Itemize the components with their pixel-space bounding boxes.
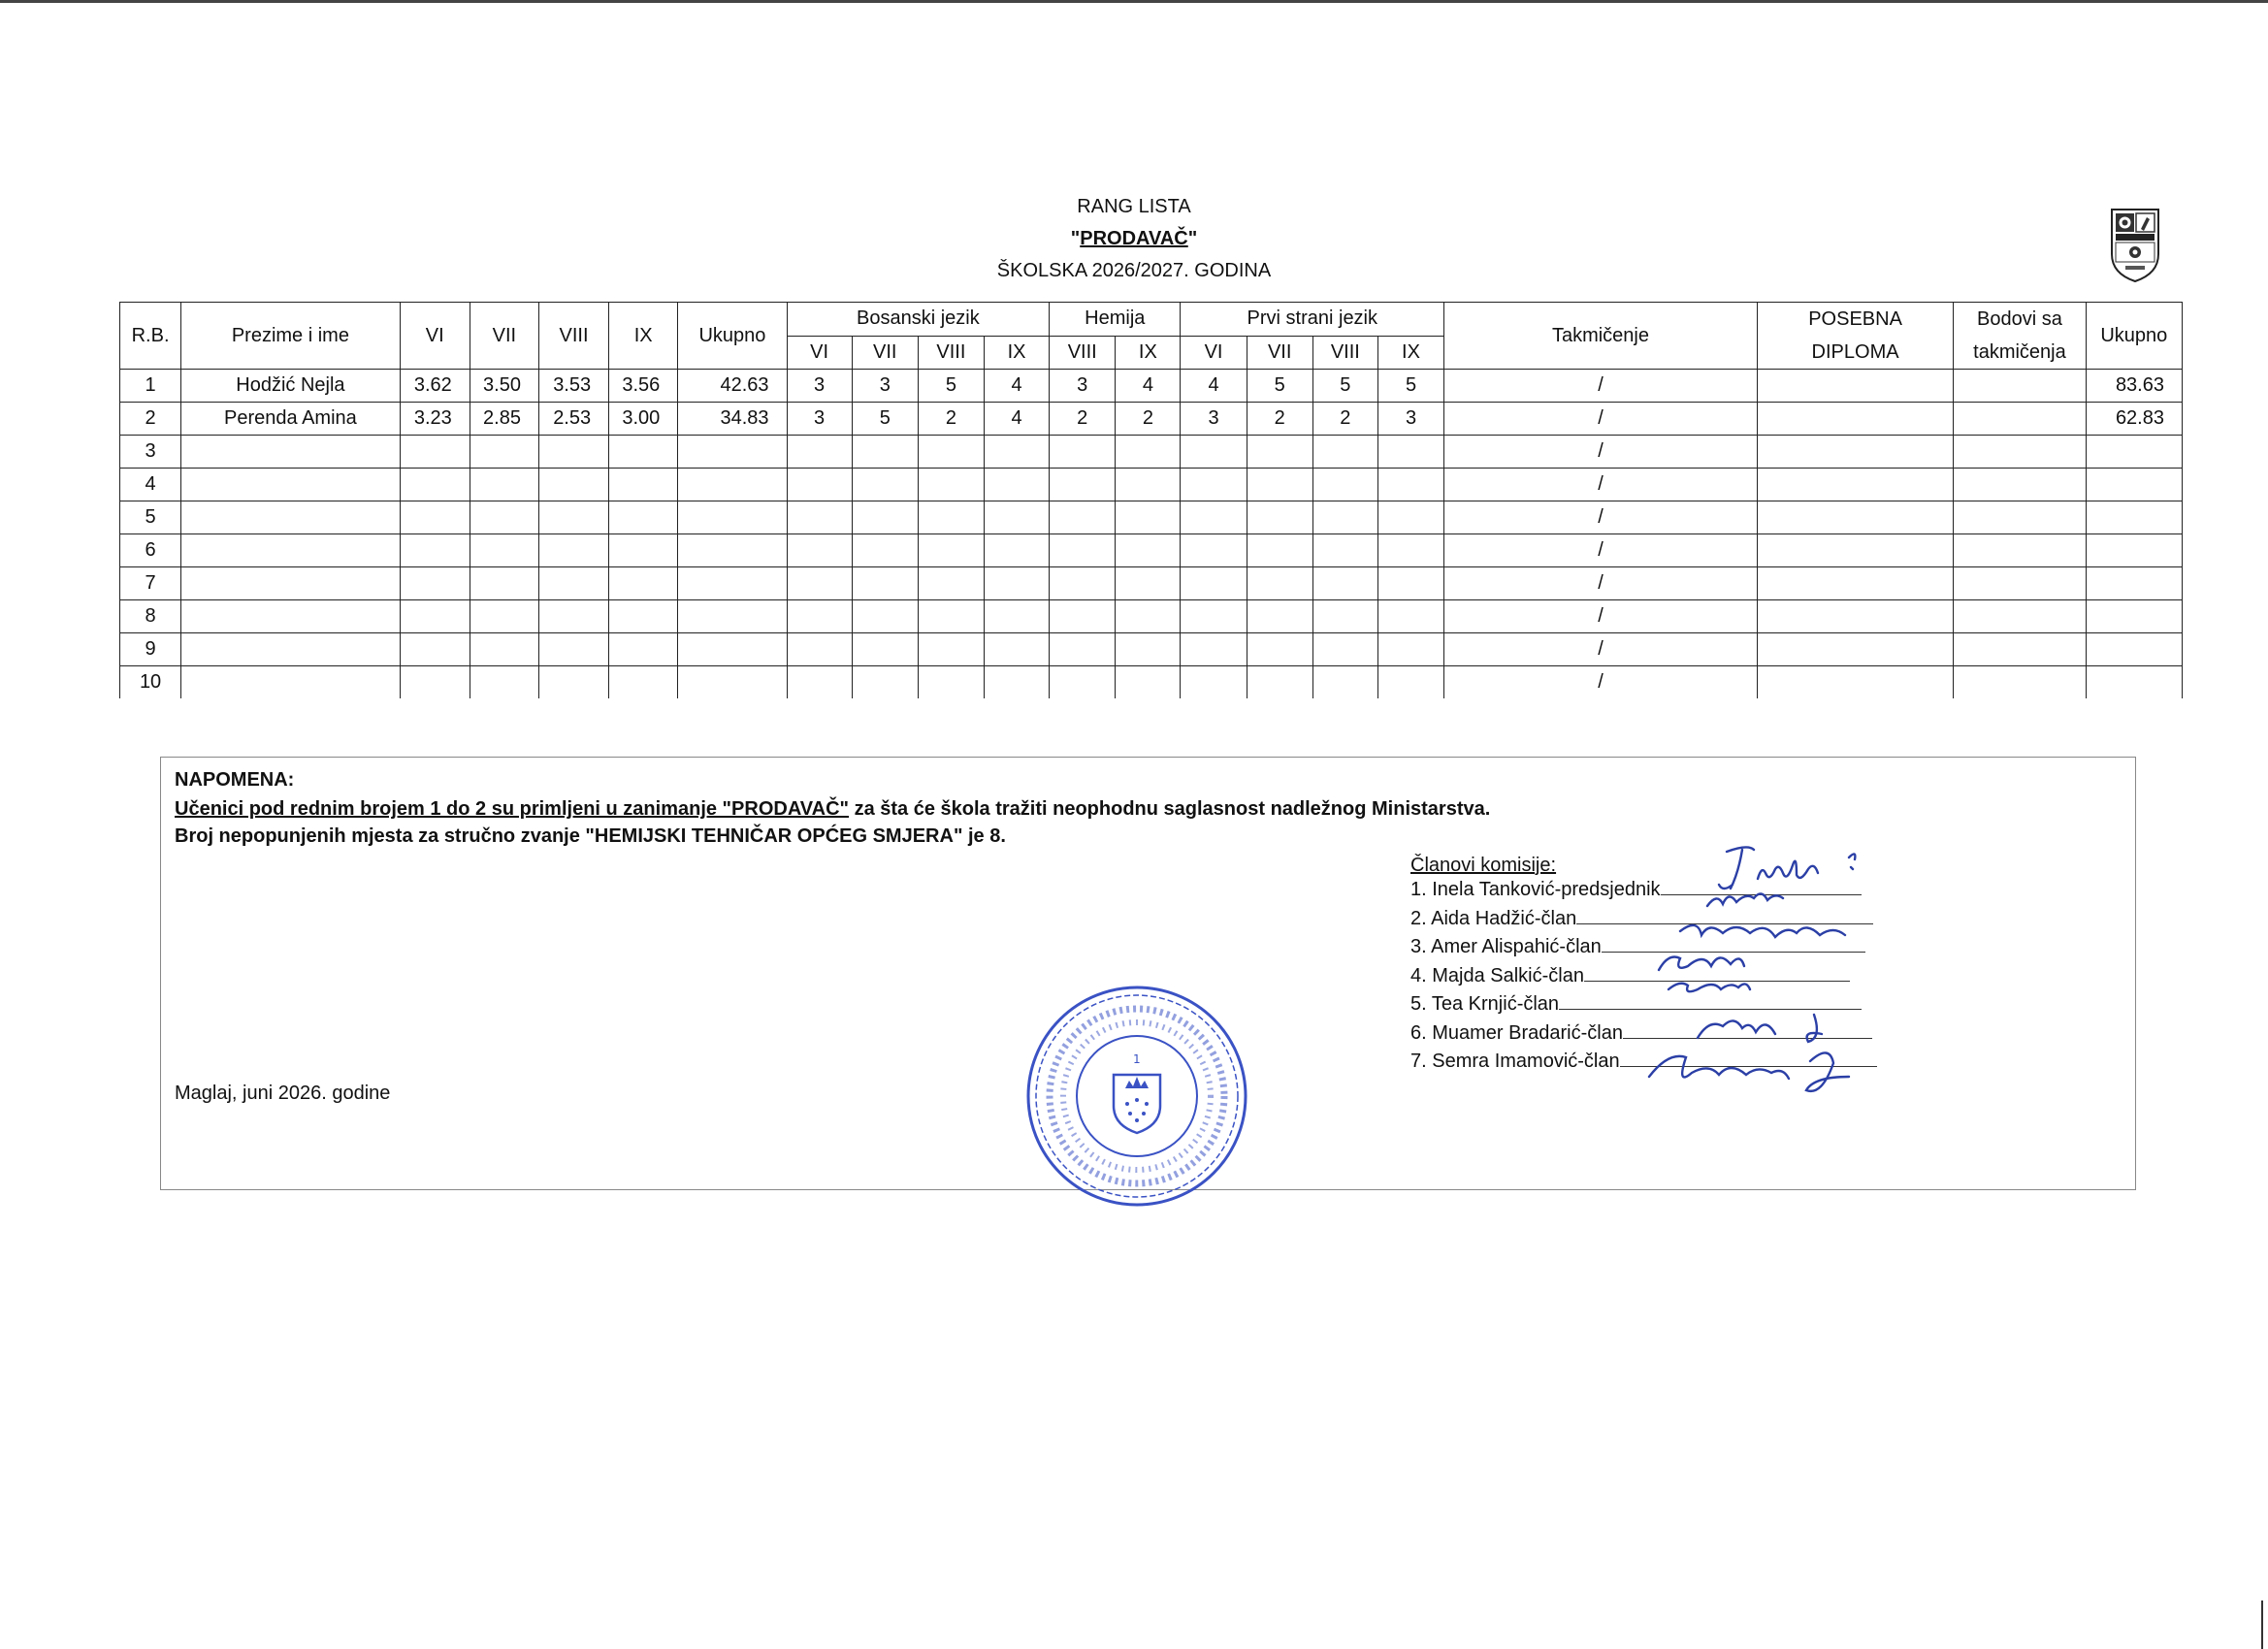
strani-vi-cell — [1181, 534, 1247, 567]
avg-grade-viii-cell: 3.53 — [538, 370, 608, 403]
competition-points-cell — [1954, 600, 2086, 633]
bosanski-vii-cell — [852, 436, 918, 469]
committee-signatures-icon — [1630, 844, 1940, 1116]
strani-vi-cell — [1181, 666, 1247, 699]
header-strani: Prvi strani jezik — [1181, 303, 1444, 337]
strani-vi-cell — [1181, 567, 1247, 600]
strani-vii-cell — [1247, 600, 1312, 633]
strani-ix-cell: 5 — [1377, 370, 1443, 403]
header-bosanski: Bosanski jezik — [787, 303, 1050, 337]
ranking-table — [119, 302, 2183, 698]
strani-ix-cell — [1377, 436, 1443, 469]
avg-total-cell — [678, 469, 787, 501]
avg-total-cell — [678, 501, 787, 534]
competition-points-cell — [1954, 567, 2086, 600]
header-bodovi: Bodovi sa takmičenja — [1954, 303, 2086, 370]
avg-grade-vii-cell — [470, 600, 538, 633]
avg-grade-vi-cell — [400, 633, 470, 666]
header-psj-vii: VII — [1247, 336, 1312, 370]
avg-grade-vi-cell — [400, 666, 470, 699]
bosanski-viii-cell — [918, 534, 984, 567]
official-stamp-icon — [1021, 980, 1253, 1212]
hemija-ix-cell — [1116, 600, 1181, 633]
top-border-line — [0, 0, 2268, 3]
bosanski-vi-cell — [787, 469, 852, 501]
avg-total-cell — [678, 666, 787, 699]
strani-viii-cell — [1312, 469, 1377, 501]
header-bj-vi: VI — [787, 336, 852, 370]
header-rb: R.B. — [120, 303, 181, 370]
bosanski-ix-cell — [984, 534, 1049, 567]
bosanski-vii-cell — [852, 567, 918, 600]
doc-title: RANG LISTA — [1077, 196, 1191, 217]
bosanski-viii-cell: 5 — [918, 370, 984, 403]
committee-member: 6. Muamer Bradarić-član — [1410, 1022, 1877, 1051]
strani-ix-cell — [1377, 501, 1443, 534]
bosanski-ix-cell — [984, 469, 1049, 501]
bosanski-ix-cell — [984, 436, 1049, 469]
hemija-ix-cell — [1116, 501, 1181, 534]
grand-total-cell: 62.83 — [2086, 403, 2182, 436]
bosanski-ix-cell — [984, 633, 1049, 666]
avg-total-cell: 34.83 — [678, 403, 787, 436]
bosanski-vi-cell — [787, 600, 852, 633]
hemija-ix-cell — [1116, 469, 1181, 501]
special-diploma-cell — [1757, 469, 1953, 501]
avg-grade-vi-cell — [400, 469, 470, 501]
avg-grade-ix-cell: 3.56 — [609, 370, 678, 403]
hemija-viii-cell — [1050, 567, 1116, 600]
avg-grade-viii-cell — [538, 567, 608, 600]
avg-grade-vii-cell — [470, 633, 538, 666]
student-name-cell — [181, 567, 401, 600]
strani-ix-cell — [1377, 469, 1443, 501]
bosanski-vii-cell — [852, 501, 918, 534]
bosanski-vii-cell: 3 — [852, 370, 918, 403]
grand-total-cell — [2086, 567, 2182, 600]
avg-grade-viii-cell — [538, 469, 608, 501]
special-diploma-cell — [1757, 633, 1953, 666]
student-name-cell: Perenda Amina — [181, 403, 401, 436]
bosanski-vi-cell — [787, 666, 852, 699]
strani-viii-cell: 5 — [1312, 370, 1377, 403]
header-hem-viii: VIII — [1050, 336, 1116, 370]
table-row — [120, 600, 2183, 633]
bosanski-vi-cell — [787, 567, 852, 600]
bosanski-vii-cell — [852, 633, 918, 666]
hemija-viii-cell — [1050, 666, 1116, 699]
strani-vii-cell — [1247, 436, 1312, 469]
competition-cell: / — [1444, 534, 1758, 567]
table-row — [120, 469, 2183, 501]
avg-grade-viii-cell — [538, 501, 608, 534]
bosanski-vi-cell — [787, 633, 852, 666]
row-number-cell: 1 — [120, 370, 181, 403]
strani-viii-cell — [1312, 534, 1377, 567]
avg-grade-vi-cell — [400, 501, 470, 534]
avg-grade-vi-cell: 3.62 — [400, 370, 470, 403]
strani-ix-cell: 3 — [1377, 403, 1443, 436]
bosanski-vii-cell — [852, 600, 918, 633]
hemija-viii-cell — [1050, 469, 1116, 501]
strani-ix-cell — [1377, 633, 1443, 666]
competition-cell: / — [1444, 469, 1758, 501]
table-row — [120, 501, 2183, 534]
bosanski-vii-cell — [852, 534, 918, 567]
note-vacancies-text: Broj nepopunjenih mjesta za stručno zvanje "HEMIJSKI TEHNIČAR OPĆEG SMJERA" je 8. — [175, 825, 1006, 847]
hemija-viii-cell — [1050, 534, 1116, 567]
school-logo-icon — [2108, 206, 2162, 285]
bosanski-viii-cell — [918, 436, 984, 469]
bosanski-ix-cell — [984, 567, 1049, 600]
committee-member: 7. Semra Imamović-član — [1410, 1051, 1877, 1080]
strani-vii-cell — [1247, 469, 1312, 501]
strani-viii-cell — [1312, 436, 1377, 469]
bosanski-viii-cell — [918, 567, 984, 600]
table-header-row — [120, 303, 2183, 337]
doc-school-year: ŠKOLSKA 2026/2027. GODINA — [996, 260, 1272, 281]
bosanski-viii-cell — [918, 600, 984, 633]
competition-cell: / — [1444, 436, 1758, 469]
strani-vi-cell: 3 — [1181, 403, 1247, 436]
row-number-cell: 8 — [120, 600, 181, 633]
student-name-cell — [181, 501, 401, 534]
strani-viii-cell — [1312, 501, 1377, 534]
grand-total-cell — [2086, 600, 2182, 633]
hemija-ix-cell — [1116, 633, 1181, 666]
strani-viii-cell: 2 — [1312, 403, 1377, 436]
avg-total-cell — [678, 436, 787, 469]
avg-grade-viii-cell — [538, 534, 608, 567]
strani-vii-cell — [1247, 567, 1312, 600]
bosanski-ix-cell — [984, 501, 1049, 534]
student-name-cell — [181, 666, 401, 699]
grand-total-cell: 83.63 — [2086, 370, 2182, 403]
row-number-cell: 7 — [120, 567, 181, 600]
bosanski-vi-cell — [787, 436, 852, 469]
strani-viii-cell — [1312, 666, 1377, 699]
avg-grade-viii-cell — [538, 633, 608, 666]
competition-cell: / — [1444, 666, 1758, 699]
avg-grade-ix-cell: 3.00 — [609, 403, 678, 436]
avg-grade-vi-cell — [400, 567, 470, 600]
avg-total-cell: 42.63 — [678, 370, 787, 403]
avg-grade-vii-cell — [470, 666, 538, 699]
page-edge-line — [2261, 1600, 2263, 1649]
competition-cell: / — [1444, 370, 1758, 403]
committee-member: 3. Amer Alispahić-član — [1410, 936, 1877, 965]
student-name-cell — [181, 469, 401, 501]
committee-member: 5. Tea Krnjić-član — [1410, 993, 1877, 1022]
strani-vii-cell: 2 — [1247, 403, 1312, 436]
committee-member: 1. Inela Tanković-predsjednik — [1410, 879, 1877, 908]
bosanski-viii-cell — [918, 633, 984, 666]
special-diploma-cell — [1757, 666, 1953, 699]
special-diploma-cell — [1757, 436, 1953, 469]
strani-vii-cell — [1247, 633, 1312, 666]
competition-points-cell — [1954, 469, 2086, 501]
strani-vii-cell: 5 — [1247, 370, 1312, 403]
competition-cell: / — [1444, 403, 1758, 436]
bosanski-viii-cell — [918, 666, 984, 699]
hemija-viii-cell — [1050, 436, 1116, 469]
avg-grade-ix-cell — [609, 666, 678, 699]
avg-grade-vii-cell: 3.50 — [470, 370, 538, 403]
hemija-ix-cell — [1116, 666, 1181, 699]
competition-points-cell — [1954, 666, 2086, 699]
strani-viii-cell — [1312, 567, 1377, 600]
row-number-cell: 10 — [120, 666, 181, 699]
bosanski-vii-cell — [852, 469, 918, 501]
competition-points-cell — [1954, 534, 2086, 567]
header-psj-vi: VI — [1181, 336, 1247, 370]
avg-grade-vii-cell — [470, 469, 538, 501]
header-grade-vi: VI — [400, 303, 470, 370]
header-grade-viii: VIII — [538, 303, 608, 370]
strani-viii-cell — [1312, 600, 1377, 633]
avg-grade-ix-cell — [609, 436, 678, 469]
strani-ix-cell — [1377, 666, 1443, 699]
competition-cell: / — [1444, 600, 1758, 633]
strani-vi-cell: 4 — [1181, 370, 1247, 403]
table-row — [120, 666, 2183, 699]
special-diploma-cell — [1757, 567, 1953, 600]
avg-grade-ix-cell — [609, 633, 678, 666]
doc-profession: "PRODAVAČ" — [1070, 228, 1198, 249]
table-row — [120, 436, 2183, 469]
student-name-cell — [181, 436, 401, 469]
avg-grade-viii-cell: 2.53 — [538, 403, 608, 436]
hemija-viii-cell — [1050, 600, 1116, 633]
avg-grade-vii-cell: 2.85 — [470, 403, 538, 436]
strani-vi-cell — [1181, 436, 1247, 469]
student-name-cell — [181, 600, 401, 633]
svg-text:1: 1 — [1133, 1052, 1141, 1066]
hemija-ix-cell: 4 — [1116, 370, 1181, 403]
avg-grade-vii-cell — [470, 567, 538, 600]
avg-grade-vi-cell — [400, 600, 470, 633]
strani-vii-cell — [1247, 666, 1312, 699]
header-posebna-diploma: POSEBNA DIPLOMA — [1757, 303, 1953, 370]
bosanski-viii-cell: 2 — [918, 403, 984, 436]
header-bj-viii: VIII — [918, 336, 984, 370]
bosanski-viii-cell — [918, 469, 984, 501]
strani-viii-cell — [1312, 633, 1377, 666]
strani-vi-cell — [1181, 600, 1247, 633]
row-number-cell: 4 — [120, 469, 181, 501]
header-takmicenje: Takmičenje — [1444, 303, 1758, 370]
avg-grade-viii-cell — [538, 436, 608, 469]
student-name-cell — [181, 534, 401, 567]
avg-grade-viii-cell — [538, 666, 608, 699]
avg-grade-vii-cell — [470, 534, 538, 567]
header-bj-ix: IX — [984, 336, 1049, 370]
avg-grade-vi-cell — [400, 534, 470, 567]
grand-total-cell — [2086, 436, 2182, 469]
table-row — [120, 633, 2183, 666]
avg-total-cell — [678, 600, 787, 633]
avg-grade-ix-cell — [609, 534, 678, 567]
hemija-viii-cell: 2 — [1050, 403, 1116, 436]
bosanski-viii-cell — [918, 501, 984, 534]
table-row — [120, 370, 2183, 403]
avg-grade-vi-cell — [400, 436, 470, 469]
grand-total-cell — [2086, 469, 2182, 501]
avg-grade-ix-cell — [609, 567, 678, 600]
bosanski-vi-cell — [787, 534, 852, 567]
committee-member: 4. Majda Salkić-član — [1410, 965, 1877, 994]
hemija-viii-cell — [1050, 501, 1116, 534]
note-title: NAPOMENA: — [175, 769, 295, 791]
special-diploma-cell — [1757, 501, 1953, 534]
bosanski-ix-cell — [984, 600, 1049, 633]
table-row — [120, 534, 2183, 567]
avg-grade-vii-cell — [470, 501, 538, 534]
hemija-viii-cell: 3 — [1050, 370, 1116, 403]
header-hem-ix: IX — [1116, 336, 1181, 370]
header-bj-vii: VII — [852, 336, 918, 370]
hemija-ix-cell — [1116, 567, 1181, 600]
header-grade-vii: VII — [470, 303, 538, 370]
competition-cell: / — [1444, 633, 1758, 666]
strani-ix-cell — [1377, 567, 1443, 600]
table-row — [120, 403, 2183, 436]
avg-total-cell — [678, 633, 787, 666]
avg-grade-viii-cell — [538, 600, 608, 633]
competition-points-cell — [1954, 370, 2086, 403]
committee-member: 2. Aida Hadžić-član — [1410, 908, 1877, 937]
strani-ix-cell — [1377, 600, 1443, 633]
header-psj-viii: VIII — [1312, 336, 1377, 370]
strani-vii-cell — [1247, 534, 1312, 567]
header-hemija: Hemija — [1050, 303, 1181, 337]
bosanski-vii-cell — [852, 666, 918, 699]
avg-grade-vii-cell — [470, 436, 538, 469]
strani-vi-cell — [1181, 469, 1247, 501]
bosanski-vii-cell: 5 — [852, 403, 918, 436]
competition-points-cell — [1954, 633, 2086, 666]
header-ukupno-total: Ukupno — [2086, 303, 2182, 370]
avg-grade-ix-cell — [609, 501, 678, 534]
row-number-cell: 6 — [120, 534, 181, 567]
strani-vi-cell — [1181, 501, 1247, 534]
avg-grade-vi-cell: 3.23 — [400, 403, 470, 436]
strani-vi-cell — [1181, 633, 1247, 666]
bosanski-vi-cell: 3 — [787, 403, 852, 436]
avg-total-cell — [678, 534, 787, 567]
row-number-cell: 3 — [120, 436, 181, 469]
committee-title: Članovi komisije: — [1410, 855, 1557, 876]
header-grade-ix: IX — [609, 303, 678, 370]
bosanski-ix-cell: 4 — [984, 403, 1049, 436]
row-number-cell: 9 — [120, 633, 181, 666]
bosanski-ix-cell — [984, 666, 1049, 699]
student-name-cell: Hodžić Nejla — [181, 370, 401, 403]
competition-points-cell — [1954, 501, 2086, 534]
hemija-ix-cell: 2 — [1116, 403, 1181, 436]
competition-points-cell — [1954, 436, 2086, 469]
grand-total-cell — [2086, 534, 2182, 567]
table-row — [120, 567, 2183, 600]
grand-total-cell — [2086, 633, 2182, 666]
avg-grade-ix-cell — [609, 469, 678, 501]
header-ukupno: Ukupno — [678, 303, 787, 370]
special-diploma-cell — [1757, 600, 1953, 633]
grand-total-cell — [2086, 666, 2182, 699]
row-number-cell: 5 — [120, 501, 181, 534]
header-name: Prezime i ime — [181, 303, 401, 370]
competition-points-cell — [1954, 403, 2086, 436]
bosanski-ix-cell: 4 — [984, 370, 1049, 403]
row-number-cell: 2 — [120, 403, 181, 436]
hemija-ix-cell — [1116, 534, 1181, 567]
hemija-ix-cell — [1116, 436, 1181, 469]
strani-vii-cell — [1247, 501, 1312, 534]
avg-total-cell — [678, 567, 787, 600]
grand-total-cell — [2086, 501, 2182, 534]
special-diploma-cell — [1757, 534, 1953, 567]
bosanski-vi-cell — [787, 501, 852, 534]
strani-ix-cell — [1377, 534, 1443, 567]
special-diploma-cell — [1757, 370, 1953, 403]
header-psj-ix: IX — [1377, 336, 1443, 370]
hemija-viii-cell — [1050, 633, 1116, 666]
special-diploma-cell — [1757, 403, 1953, 436]
avg-grade-ix-cell — [609, 600, 678, 633]
place-date: Maglaj, juni 2026. godine — [175, 1083, 391, 1104]
student-name-cell — [181, 633, 401, 666]
competition-cell: / — [1444, 501, 1758, 534]
bosanski-vi-cell: 3 — [787, 370, 852, 403]
competition-cell: / — [1444, 567, 1758, 600]
note-admitted-text: Učenici pod rednim brojem 1 do 2 su primljeni u zanimanje "PRODAVAČ" za šta će škola tražiti neophodnu saglasnost nadležnog Ministarstva. — [175, 798, 1491, 820]
